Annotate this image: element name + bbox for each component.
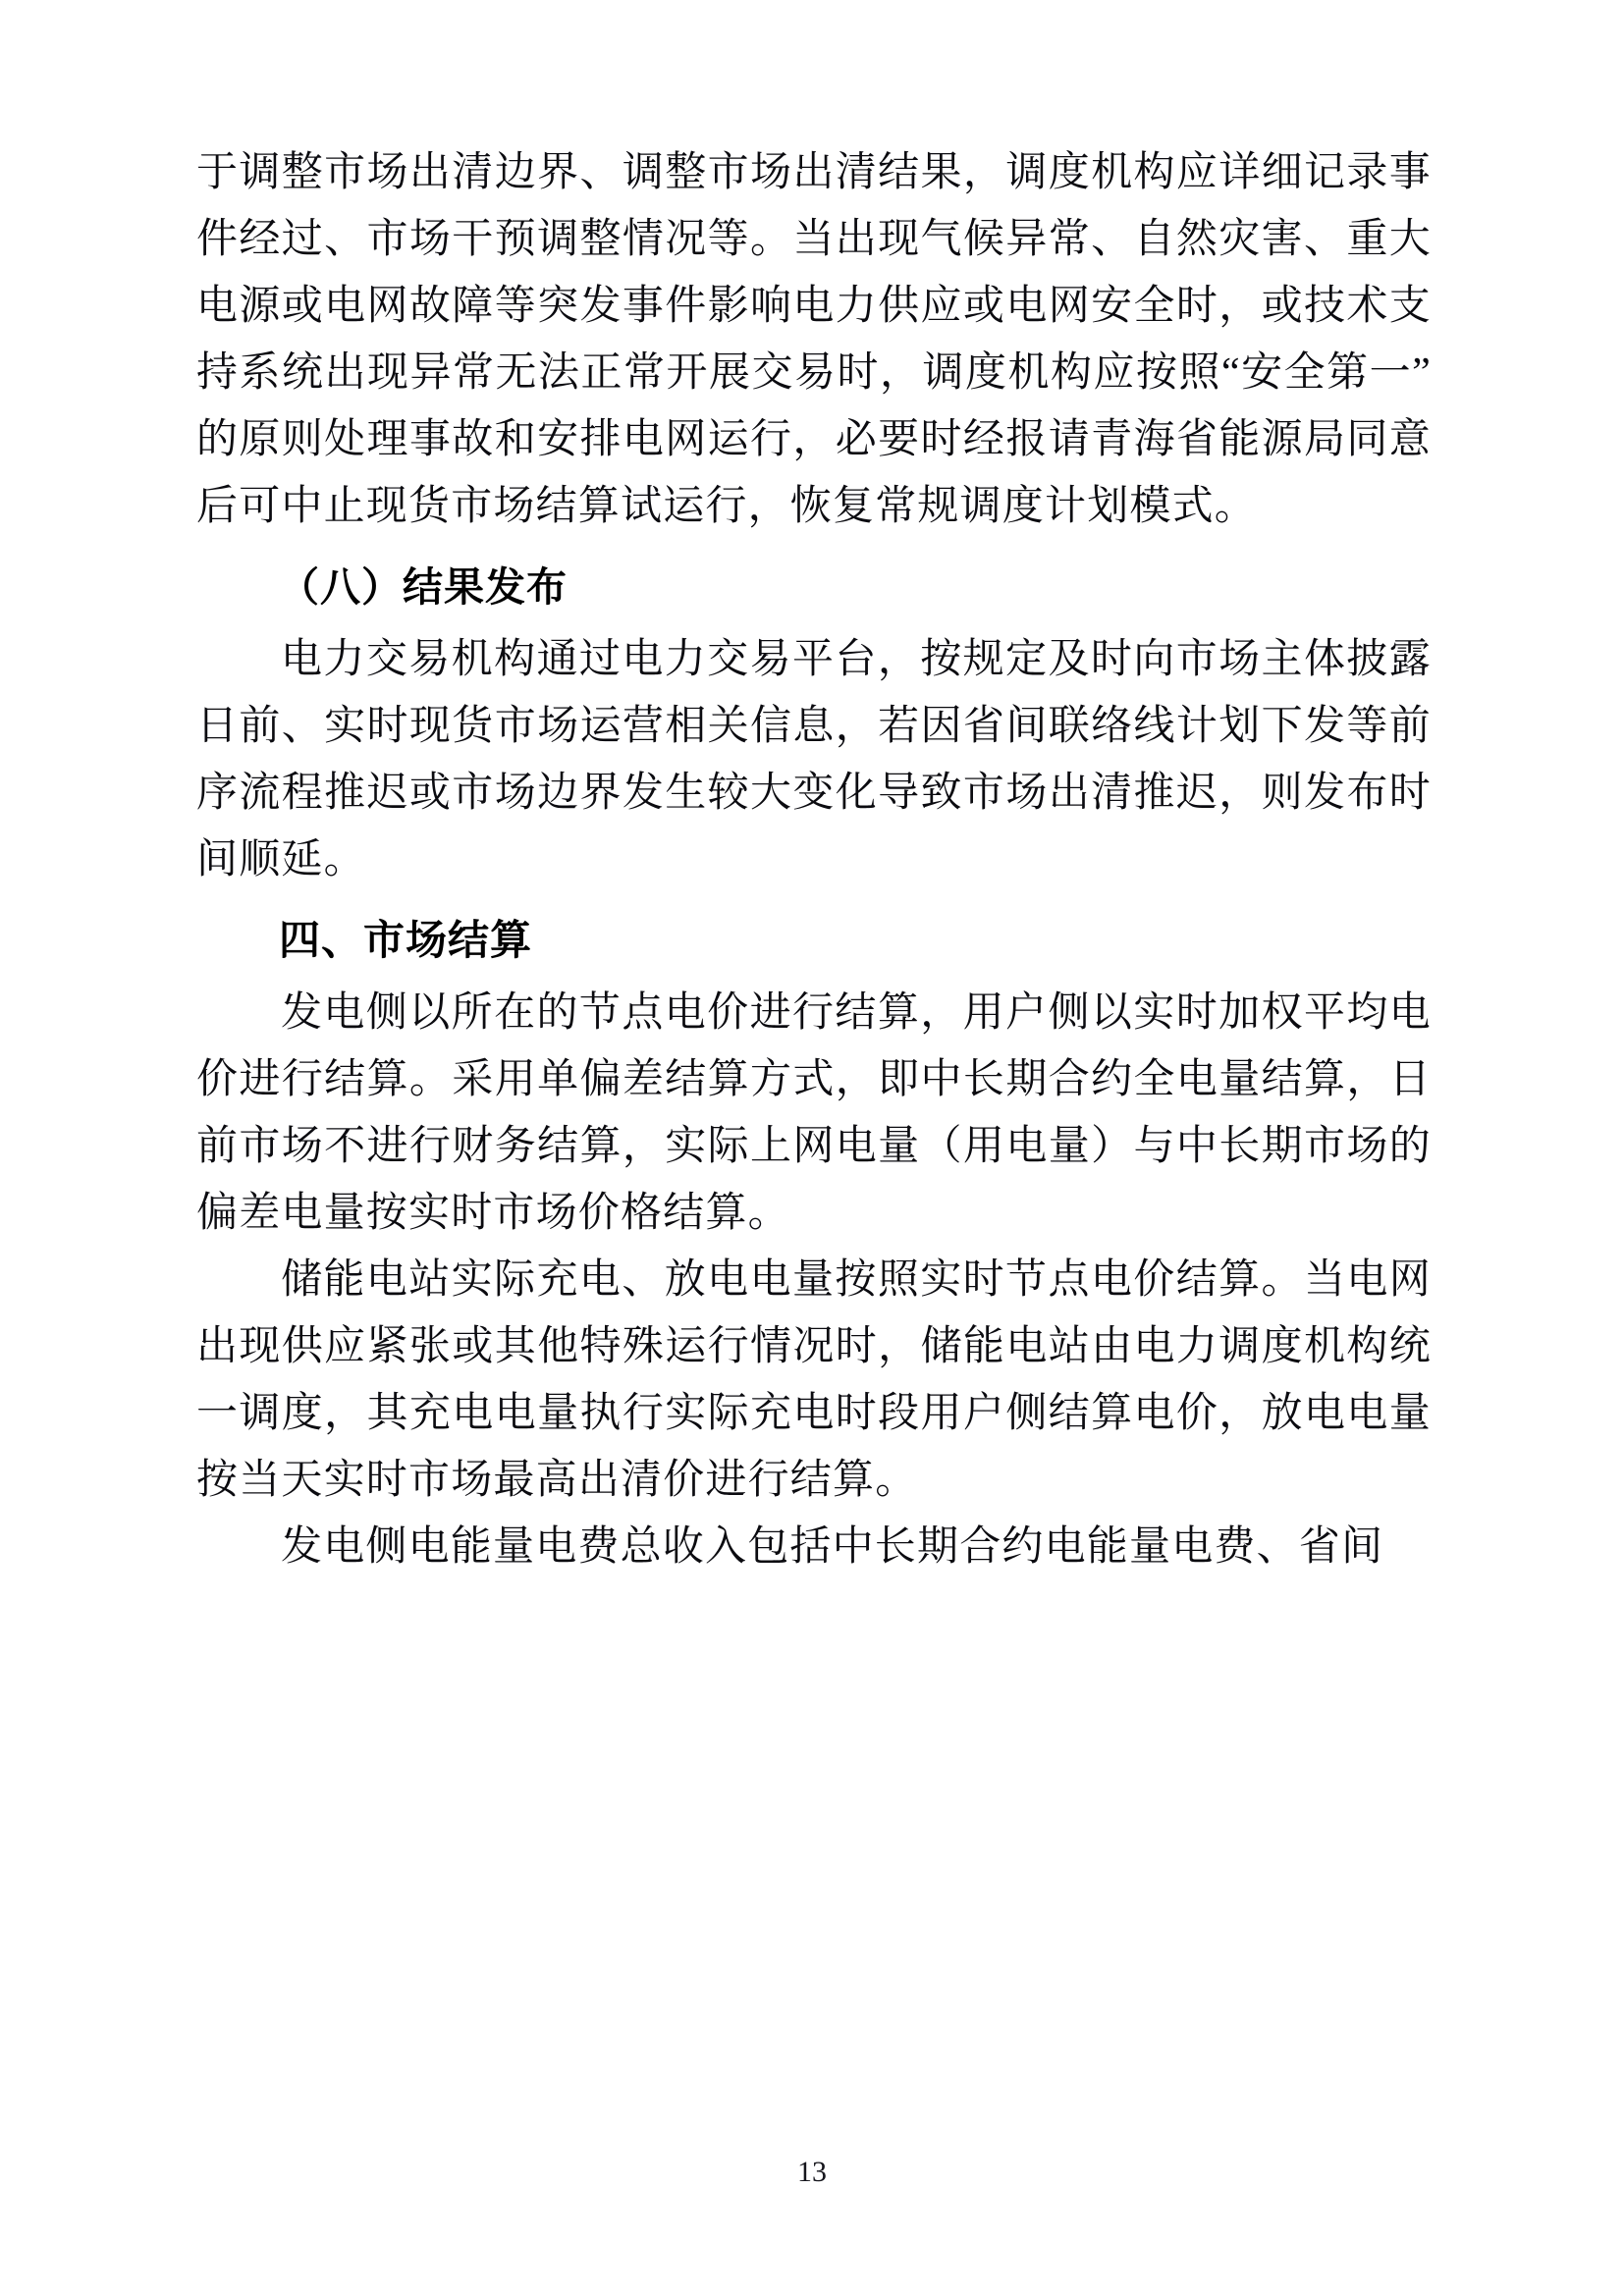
heading-section-four-market-settlement: 四、市场结算: [279, 917, 533, 963]
paragraph-settlement-energy-storage: 储能电站实际充电、放电电量按照实时节点电价结算。当电网出现供应紧张或其他特殊运行情况时，储能电站由电力调度机构统一调度，其充电电量执行实际充电时段用户侧结算电价，放电电量按当天实时市场最高出清价进行结算。: [196, 1257, 1432, 1503]
paragraph-settlement-generation-revenue: 发电侧电能量电费总收入包括中长期合约电能量电费、省间: [281, 1524, 1384, 1570]
page-number: 13: [797, 2156, 827, 2188]
page-content-area: [196, 139, 1432, 1580]
paragraph-settlement-pricing: 发电侧以所在的节点电价进行结算，用户侧以实时加权平均电价进行结算。采用单偏差结算方式，即中长期合约全电量结算，日前市场不进行财务结算，实际上网电量（用电量）与中长期市场的偏差电量按实时市场价格结算。: [196, 990, 1432, 1236]
paragraph-result-release: 电力交易机构通过电力交易平台，按规定及时向市场主体披露日前、实时现货市场运营相关信息，若因省间联络线计划下发等前序流程推迟或市场边界发生较大变化导致市场出清推迟，则发布时间顺延。: [196, 637, 1432, 882]
paragraph-continued-dispatch-intervention: 于调整市场出清边界、调整市场出清结果，调度机构应详细记录事件经过、市场干预调整情况等。当出现气候异常、自然灾害、重大电源或电网故障等突发事件影响电力供应或电网安全时，或技术支持系统出现异常无法正常开展交易时，调度机构应按照“安全第一”的原则处理事故和安排电网运行，必要时经报请青海省能源局同意后可中止现货市场结算试运行，恢复常规调度计划模式。: [196, 150, 1432, 529]
heading-section-8-result-release: （八）结果发布: [279, 564, 568, 610]
